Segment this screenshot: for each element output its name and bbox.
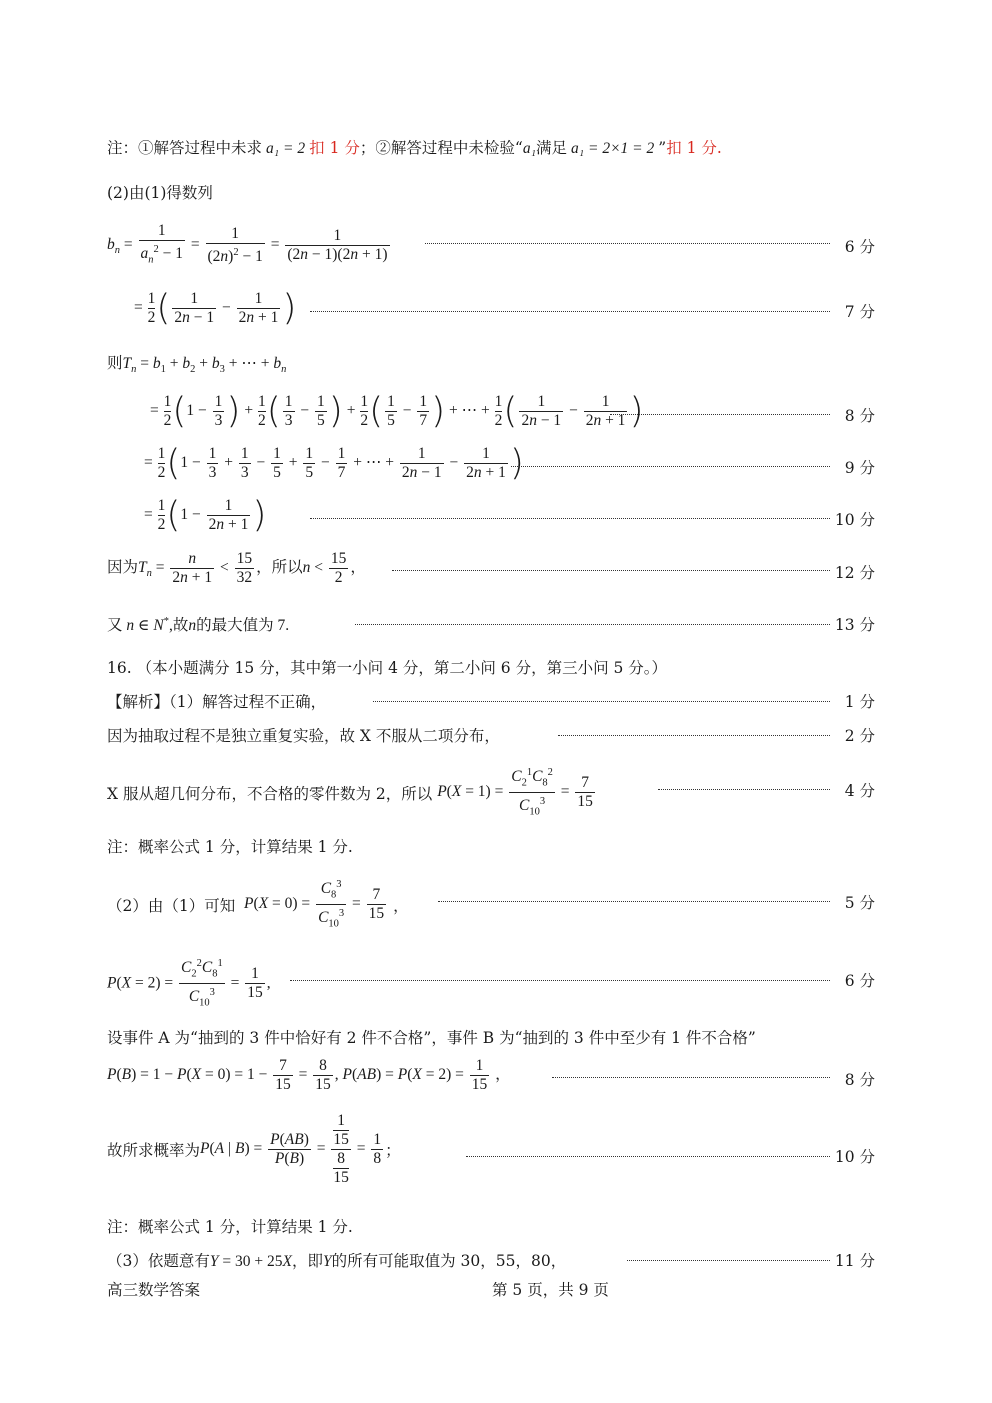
text-because: 因为 (107, 559, 139, 577)
text-then: 则 (107, 355, 123, 372)
dot-leader (425, 243, 830, 244)
q16-l4-text: （2）由（1）可知 (107, 896, 236, 915)
dot-leader (290, 980, 830, 981)
dot-leader (610, 414, 830, 415)
note-line-1 (107, 136, 722, 158)
q16-note-b: 注：概率公式 1 分，计算结果 1 分. (107, 1218, 353, 1236)
score-label: 10 分 (834, 1148, 875, 1166)
dot-leader (511, 466, 830, 467)
q16-l8c-text: 的所有可能取值为 30，55，80， (331, 1252, 567, 1270)
dot-leader (355, 624, 830, 625)
score-label: 5 分 (844, 894, 875, 912)
note-text: ” (658, 139, 667, 157)
score-label: 7 分 (844, 303, 875, 321)
score-label: 6 分 (844, 972, 875, 990)
q16-line8: 故所求概率为P(A | B) = $\frac{P(AB)}{P(B)}$ = $\frac{\frac{1}{15}}{\frac{8}{15}}$ = $\frac{1}{8}$ ； (107, 1112, 401, 1186)
math-a1-check: a₁ = 2×1 = 2 (571, 140, 655, 157)
text-also: 又 (107, 617, 123, 634)
text-therefore: ,故 (168, 617, 189, 634)
note-text: 解答过程中未检验“ (390, 139, 523, 157)
q16-line7: P(B) = 1 − P(X = 0) = 1 − $\frac{7}{15}$ = $\frac{8}{15}$ , P(AB) = P(X = 2) = $\frac{1}{15}$ ， (107, 1057, 511, 1093)
note-prefix: 注： (107, 139, 139, 157)
comma: ， (393, 896, 409, 915)
score-label: 8 分 (844, 1071, 875, 1089)
q16-note-a: 注：概率公式 1 分，计算结果 1 分. (107, 838, 353, 856)
conclusion-line: 又 n ∈ N*,故n的最大值为 7. (107, 615, 290, 634)
formula-inequality: 因为$T_n$ = $\frac{n}{2n + 1}$ < $\frac{15}{32}$ ，所以n < $\frac{15}{2}$ ， (107, 550, 366, 586)
note-text: 满足 (535, 139, 567, 157)
dot-leader (310, 311, 830, 312)
formula-tn-simplified: = $\frac{1}{2}$ (1 − $\frac{1}{2n + 1}$ ) (144, 494, 267, 536)
formula-tn-def: 则$T_n = b_1 + b_2 + b_3$ + ⋯ + $b_n$ (107, 355, 287, 376)
q16-header: 16. （本小题满分 15 分，其中第一小问 4 分，第二小问 6 分，第三小问 5 分。） (107, 659, 668, 677)
score-label: 6 分 (844, 238, 875, 256)
q16-l7-text: 故所求概率为 (107, 1141, 201, 1160)
score-label: 9 分 (844, 459, 875, 477)
dot-leader (552, 1077, 830, 1078)
text-comma: ， (350, 559, 366, 577)
dot-leader (438, 901, 830, 902)
score-label: 8 分 (844, 407, 875, 425)
circled-1: ① (138, 139, 154, 157)
part2-intro: (2)由(1)得数列 (107, 184, 213, 202)
circled-2: ② (375, 139, 391, 157)
q16-line2: 因为抽取过程不是独立重复实验，故 X 不服从二项分布， (107, 727, 500, 745)
dot-leader (658, 789, 830, 790)
deduction-1: 扣 1 分 (309, 139, 360, 157)
q16-line5: P(X = 2) = $\frac{C_2^2C_8^1}{C_{10}^3}$ = $\frac{1}{15}$ , (107, 955, 271, 1013)
formula-tn-telescope: = $\frac{1}{2}$ (1 − $\frac{1}{3}$ + $\frac{1}{3}$ − $\frac{1}{5}$ + $\frac{1}{5}$ − $\frac{1}{7}$ + ⋯ + $\frac{1}{2n - 1}$ − $\frac{1}{2n + 1}$ ) (144, 442, 524, 484)
dot-leader (558, 735, 830, 736)
formula-bn: $b_n$ = $\frac{1}{a_n^2 - 1}$ = $\frac{1}{(2n)^2 - 1}$ = $\frac{1}{(2n - 1)(2n + 1)}$ (107, 222, 388, 266)
score-label: 13 分 (834, 616, 875, 634)
dot-leader (466, 1156, 830, 1157)
dot-leader (373, 701, 830, 702)
text-so: ，所以 (256, 559, 303, 577)
score-label: 2 分 (844, 727, 875, 745)
q16-l8a-text: （3）依题意有 (107, 1252, 210, 1270)
dot-leader (627, 1260, 830, 1261)
footer-page-number: 第 5 页，共 9 页 (492, 1281, 609, 1299)
q16-l1-text: （1）解答过程不正确， (169, 693, 327, 711)
q16-line9: （3）依题意有Y = 30 + 25X，即Y的所有可能取值为 30，55，80， (107, 1252, 567, 1270)
score-label: 12 分 (834, 564, 875, 582)
score-label: 11 分 (834, 1252, 875, 1270)
analysis-label: 【解析】 (107, 693, 170, 711)
score-label: 10 分 (834, 511, 875, 529)
note-text: 解答过程中未求 (153, 139, 263, 157)
formula-tn-expand: = $\frac{1}{2}$ (1 − $\frac{1}{3}$ ) + $\frac{1}{2}$ ( $\frac{1}{3}$ − $\frac{1}{5}$ ) + $\frac{1}{2}$ ( $\frac{1}{5}$ − $\frac{1}{7}$ ) + ⋯ + $\frac{1}{2}$ ( $\frac{1}{2n - 1}$ − $\frac{1}{2n + 1}$ ) (150, 390, 644, 432)
dot-leader (310, 518, 830, 519)
math-a1-eq: a₁ = 2 (266, 140, 306, 157)
q16-l8b-text: ，即 (291, 1252, 323, 1270)
deduction-2: 扣 1 分. (666, 139, 722, 157)
score-label: 4 分 (844, 782, 875, 800)
formula-bn-split: = $\frac{1}{2}$ ( $\frac{1}{2n - 1}$ − $\frac{1}{2n + 1}$ ) (134, 287, 297, 329)
dot-leader (392, 570, 830, 571)
q16-line4: （2）由（1）可知 P(X = 0) = $\frac{C_8^3}{C_{10}^3}$ = $\frac{7}{15}$ ， (107, 876, 409, 934)
q16-line3: X 服从超几何分布，不合格的零件数为 2，所以 P(X = 1) = $\frac{C_2^1C_8^2}{C_{10}^3}$ = $\frac{7}{15}$ (107, 764, 597, 822)
text-max: 的最大值为 7. (196, 617, 290, 634)
q16-part1 (107, 690, 326, 712)
footer-left: 高三数学答案 (107, 1281, 201, 1299)
q16-line6: 设事件 A 为“抽到的 3 件中恰好有 2 件不合格”，事件 B 为“抽到的 3 件中至少有 1 件不合格” (107, 1029, 756, 1047)
q16-l3-text: X 服从超几何分布，不合格的零件数为 2，所以 (107, 784, 433, 803)
semicolon: ； (385, 1141, 401, 1160)
score-label: 1 分 (844, 693, 875, 711)
math-a1: a₁ (522, 140, 536, 157)
separator: ； (359, 139, 376, 157)
